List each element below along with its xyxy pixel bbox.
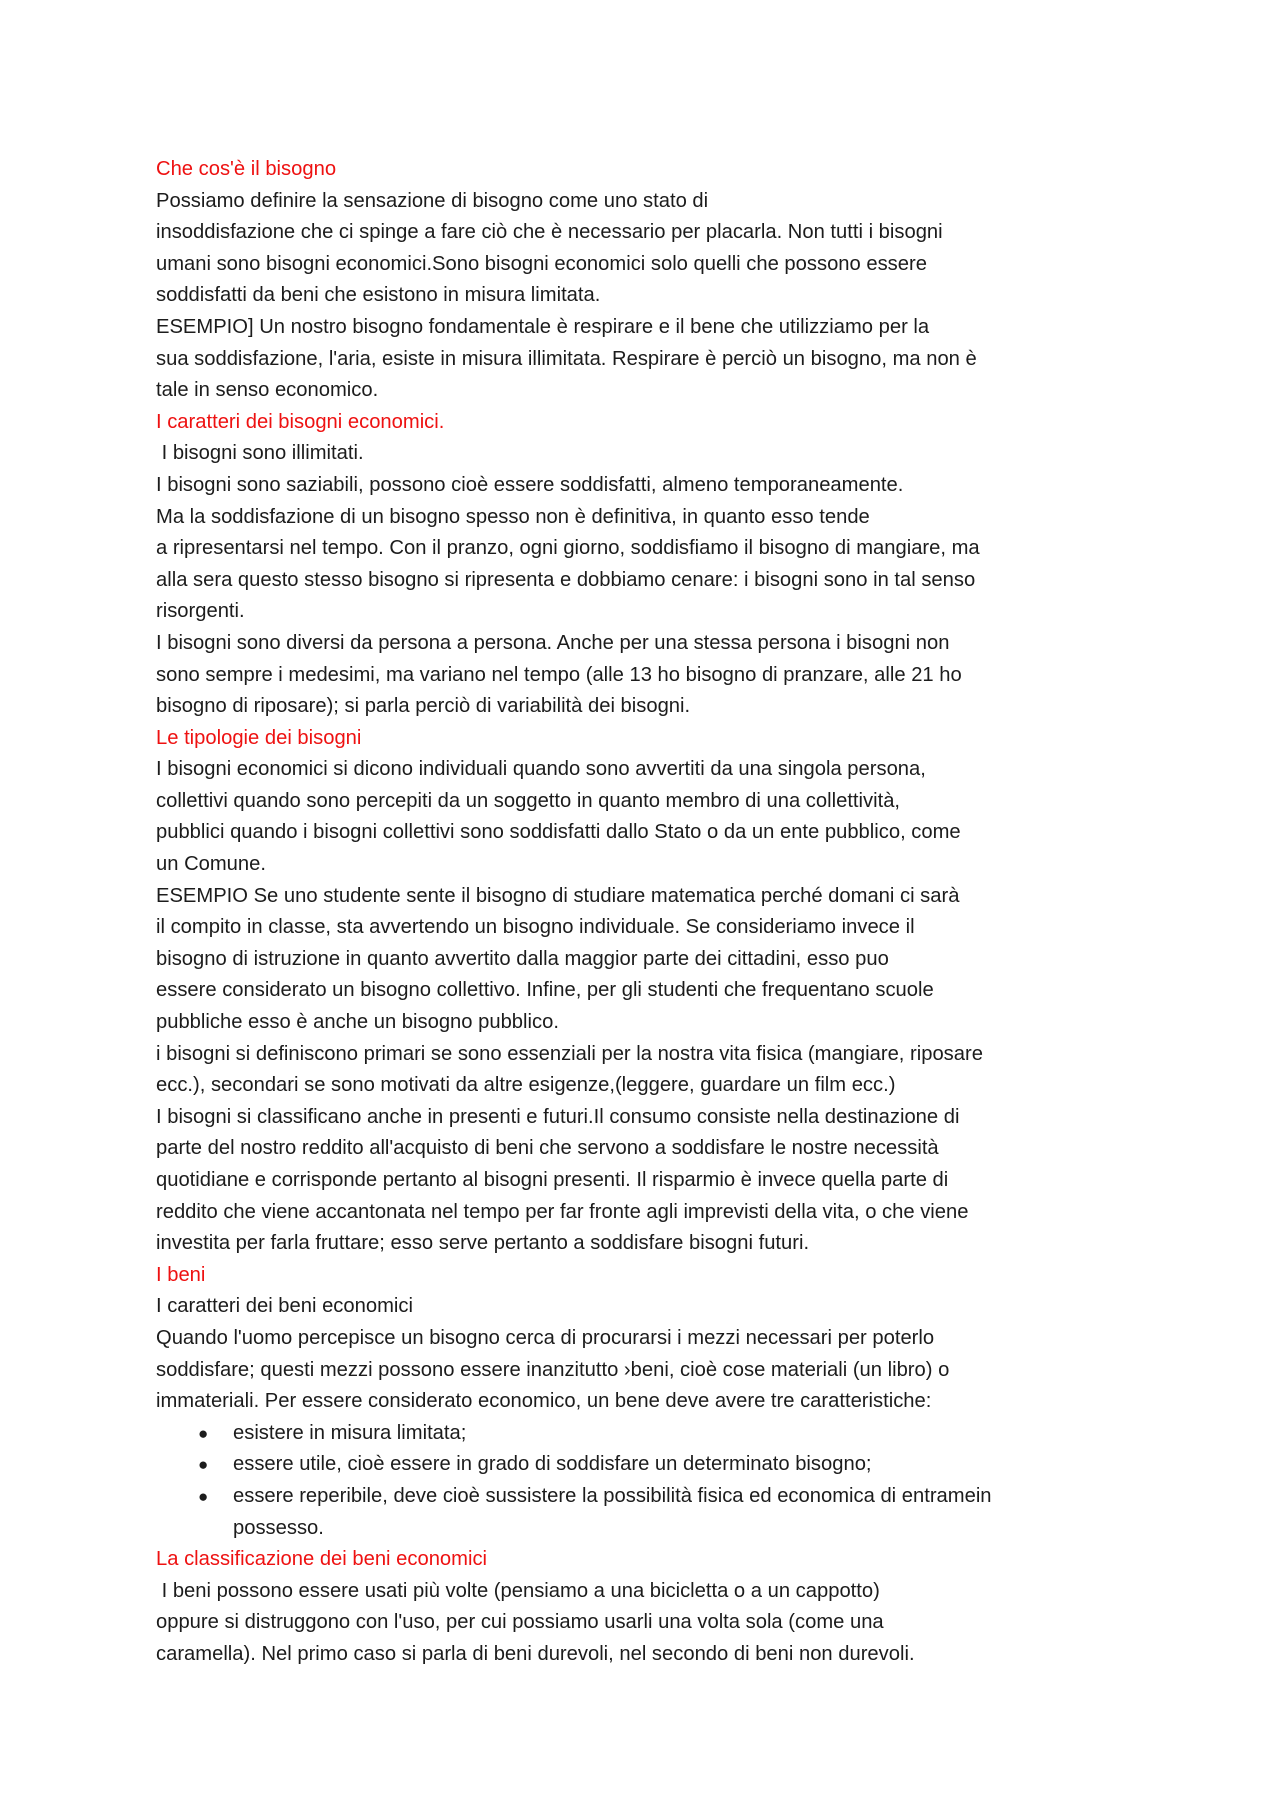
body-text-line: collettivi quando sono percepiti da un soggetto in quanto membro di una collettività, [156, 789, 901, 812]
body-text-line: reddito che viene accantonata nel tempo per far fronte agli imprevisti della vita, o che viene [156, 1200, 969, 1223]
body-text-line: Quando l'uomo percepisce un bisogno cerca di procurarsi i mezzi necessari per poterlo [156, 1326, 935, 1349]
bullet-text: esistere in misura limitata; [233, 1421, 467, 1444]
bullet-list-item [156, 1481, 1136, 1513]
bullet-list-item [156, 1449, 1136, 1481]
bullet-text: essere reperibile, deve cioè sussistere la possibilità fisica ed economica di entramein [233, 1484, 992, 1507]
body-text-line: essere considerato un bisogno collettivo. Infine, per gli studenti che frequentano scuole [156, 979, 934, 1002]
body-text-line: umani sono bisogni economici.Sono bisogni economici solo quelli che possono essere [156, 252, 927, 275]
body-text-line: parte del nostro reddito all'acquisto di beni che servono a soddisfare le nostre necessità [156, 1137, 939, 1160]
document-page [156, 154, 1136, 1671]
body-text-line: ecc.), secondari se sono motivati da altre esigenze,(leggere, guardare un film ecc.) [156, 1074, 896, 1097]
body-text-line: ESEMPIO Se uno studente sente il bisogno di studiare matematica perché domani ci sarà [156, 884, 960, 907]
body-text-line: Possiamo definire la sensazione di bisogno come uno stato di [156, 189, 709, 212]
body-text-line: I bisogni sono illimitati. [156, 442, 364, 465]
body-text-line: I caratteri dei beni economici [156, 1295, 413, 1318]
bullet-icon: ● [198, 1455, 209, 1475]
body-text-line: il compito in classe, sta avvertendo un bisogno individuale. Se consideriamo invece il [156, 916, 915, 939]
body-text-line: i bisogni si definiscono primari se sono essenziali per la nostra vita fisica (mangiare, riposare [156, 1042, 983, 1065]
body-text-line: oppure si distruggono con l'uso, per cui possiamo usarli una volta sola (come una [156, 1611, 884, 1634]
body-text-line: quotidiane e corrisponde pertanto al bisogni presenti. Il risparmio è invece quella parte di [156, 1169, 949, 1191]
bullet-icon: ● [198, 1423, 209, 1443]
body-text-line: Ma la soddisfazione di un bisogno spesso non è definitiva, in quanto esso tende [156, 505, 870, 528]
body-text-line: risorgenti. [156, 600, 245, 623]
body-text-line: sono sempre i medesimi, ma variano nel tempo (alle 13 ho bisogno di pranzare, alle 21 ho [156, 663, 962, 686]
bullet-icon: ● [198, 1486, 209, 1506]
body-text-line: un Comune. [156, 853, 266, 876]
body-text-line: bisogno di istruzione in quanto avvertito dalla maggior parte dei cittadini, esso puo [156, 947, 889, 970]
body-text-line: I beni possono essere usati più volte (pensiamo a una bicicletta o a un cappotto) [156, 1579, 880, 1602]
body-text-line: alla sera questo stesso bisogno si ripresenta e dobbiamo cenare: i bisogni sono in tal senso [156, 568, 976, 591]
body-text-line: immateriali. Per essere considerato economico, un bene deve avere tre caratteristiche: [156, 1390, 932, 1413]
body-text-line: investita per farla fruttare; esso serve pertanto a soddisfare bisogni futuri. [156, 1232, 810, 1255]
section-heading: Che cos'è il bisogno [156, 158, 337, 180]
body-text-line: soddisfatti da beni che esistono in misura limitata. [156, 284, 601, 307]
bullet-text-continuation: possesso. [233, 1516, 324, 1539]
body-text-line: a ripresentarsi nel tempo. Con il pranzo, ogni giorno, soddisfiamo il bisogno di mangiare, ma [156, 537, 980, 560]
body-text-line: I bisogni sono saziabili, possono cioè essere soddisfatti, almeno temporaneamente. [156, 473, 904, 496]
body-text-line: sua soddisfazione, l'aria, esiste in misura illimitata. Respirare è perciò un bisogno, ma non è [156, 347, 977, 370]
body-text-line: bisogno di riposare); si parla perciò di variabilità dei bisogni. [156, 695, 691, 718]
bullet-list-item [156, 1418, 1136, 1450]
body-text-line: I bisogni si classificano anche in presenti e futuri.Il consumo consiste nella destinazione di [156, 1105, 960, 1128]
section-heading: Le tipologie dei bisogni [156, 726, 362, 749]
section-heading: I beni [156, 1263, 206, 1286]
body-text-line: I bisogni economici si dicono individuali quando sono avvertiti da una singola persona, [156, 758, 926, 781]
body-text-line: caramella). Nel primo caso si parla di beni durevoli, nel secondo di beni non durevoli. [156, 1642, 915, 1665]
section-heading: I caratteri dei bisogni economici. [156, 410, 445, 433]
body-text-line: soddisfare; questi mezzi possono essere inanzitutto ›beni, cioè cose materiali (un libro) o [156, 1358, 950, 1381]
body-text-line: I bisogni sono diversi da persona a persona. Anche per una stessa persona i bisogni non [156, 631, 950, 654]
body-text-line: tale in senso economico. [156, 379, 379, 402]
body-text-line: insoddisfazione che ci spinge a fare ciò che è necessario per placarla. Non tutti i bisogni [156, 221, 943, 244]
body-text-line: pubblici quando i bisogni collettivi sono soddisfatti dallo Stato o da un ente pubblico, come [156, 821, 961, 844]
bullet-text: essere utile, cioè essere in grado di soddisfare un determinato bisogno; [233, 1453, 872, 1476]
body-text-line: pubbliche esso è anche un bisogno pubblico. [156, 1011, 559, 1034]
body-text-line: ESEMPIO] Un nostro bisogno fondamentale è respirare e il bene che utilizziamo per la [156, 315, 930, 338]
section-heading: La classificazione dei beni economici [156, 1548, 488, 1571]
